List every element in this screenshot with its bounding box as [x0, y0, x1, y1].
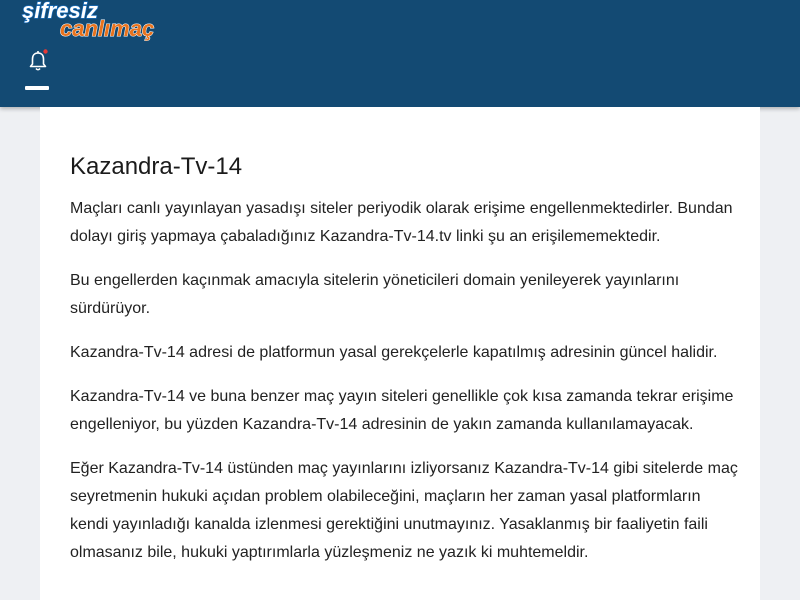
article-paragraph: Kazandra-Tv-14 adresi de platformun yasal gerekçelerle kapatılmış adresinin güncel halidir.	[70, 344, 718, 361]
hamburger-menu-icon[interactable]	[25, 80, 49, 96]
site-logo[interactable]	[20, 0, 170, 42]
menu-bar	[25, 86, 49, 90]
article-title: Kazandra-Tv-14	[70, 153, 243, 180]
article-paragraph: Eğer Kazandra-Tv-14 üstünden maç yayınlarını izliyorsanız Kazandra-Tv-14 gibi sitelerde maç seyretmenin hukuki açıdan problem olabileceğini, maçların her zaman yasal platformların kendi yayınladığı kanalda izlenmesi gerektiğini unutmayınız. Yasaklanmış bir faaliyetin faili olmasanız bile, hukuki yaptırımlarla yüzleşmeniz ne yazık ki muhtemeldir.	[70, 460, 738, 561]
article-card	[40, 107, 760, 600]
article-content	[70, 151, 740, 583]
logo-text-top: şifresiz	[22, 0, 98, 23]
article-paragraph: Bu engellerden kaçınmak amacıyla sitelerin yöneticileri domain yenileyerek yayınlarını sürdürüyor.	[70, 272, 680, 317]
article-paragraph: Maçları canlı yayınlayan yasadışı siteler periyodik olarak erişime engellenmektedirler. Bundan dolayı giriş yapmaya çabaladığınız Kazandra-Tv-14.tv linki şu an erişilememektedir.	[70, 200, 733, 245]
logo-text-bottom: canlımaç	[60, 16, 155, 41]
top-header	[0, 0, 800, 107]
bell-icon[interactable]	[28, 48, 50, 72]
notification-dot-icon	[43, 49, 47, 53]
article-paragraph: Kazandra-Tv-14 ve buna benzer maç yayın siteleri genellikle çok kısa zamanda tekrar erişime engelleniyor, bu yüzden Kazandra-Tv-14 adresinin de yakın zamanda kullanılamayacak.	[70, 388, 734, 433]
